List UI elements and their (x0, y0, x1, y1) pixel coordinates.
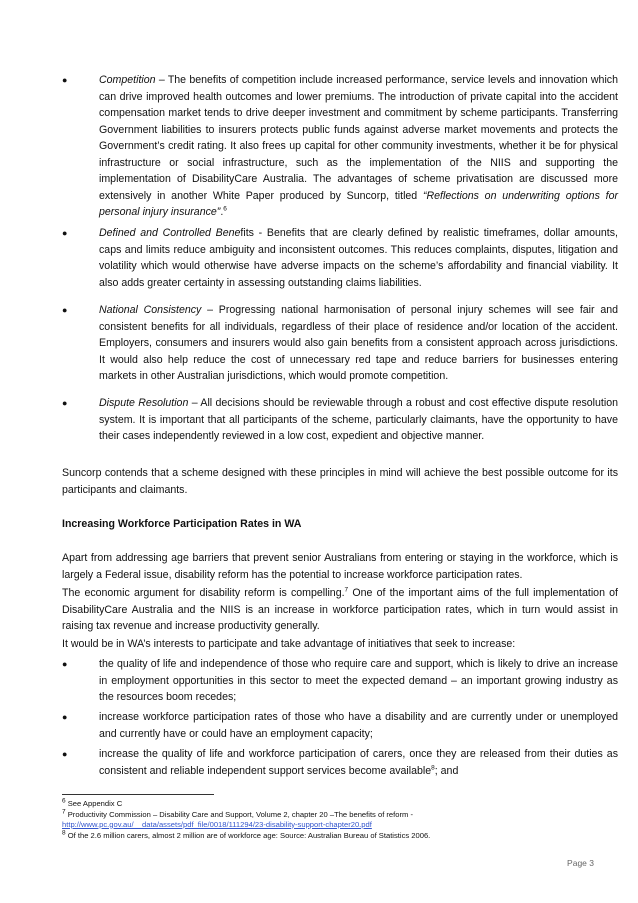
report-title: “Reflections on underwriting options for personal injury insurance” (99, 189, 618, 218)
bullet-text: Defined and Controlled Benefits - Benefits that are clearly defined by realistic timeframes, dollar amounts, caps and limits reduce ambiguity and inconsistent outcomes. This reduces complaints, disputes, litigation and volatility which would otherwise have adverse impacts on the scheme’s affordability and financial viability. It also adds greater certainty in assessing outstanding claims liabilities. (99, 227, 618, 289)
bullet-title: Dispute Resolution (99, 397, 189, 409)
bullet-title: Defined and Controlled Bene (99, 227, 241, 239)
bullet-dot: ● (62, 75, 68, 85)
paragraph-barriers: Apart from addressing age barriers that prevent senior Australians from entering or staying in the workforce, which is largely a Federal issue, disability reform has the potential to increase workforce participation rates. (62, 552, 618, 581)
bullet-text: increase workforce participation rates of those who have a disability and are currently under or unemployed and currently have or could have an employment capacity; (99, 711, 618, 740)
paragraph-interests: It would be in WA’s interests to participate and take advantage of initiatives that seek to increase: (62, 638, 516, 650)
footnote-link[interactable]: http://www.pc.gov.au/__data/assets/pdf_file/0018/111294/23-disability-support-chapter20.pdf (62, 819, 372, 829)
bullet-dot: ● (62, 305, 68, 315)
bullet-title: National Consistency (99, 304, 202, 316)
footnote-6: $^6$ See Appendix C (62, 797, 123, 808)
bullet-text: Dispute Resolution – All decisions should be reviewable through a robust and cost effective dispute resolution system. It is important that all participants of the scheme, particularly claimants, have the opportunity to have their cases independently reviewed in a low cost, expedient and objective manner. (99, 397, 618, 442)
bullet-dot: ● (62, 749, 68, 759)
bullet-text: increase the quality of life and workforce participation of carers, once they are released from their duties as consistent and reliable independent support services become available$^8$; and (99, 748, 618, 777)
footnote-8: $^8$ Of the 2.6 million carers, almost 2 million are of workforce age: Source: Australian Bureau of Statistics 2006. (62, 829, 431, 840)
bullet-dot: ● (62, 712, 68, 722)
section-heading: Increasing Workforce Participation Rates in WA (62, 518, 302, 530)
bullet-dot: ● (62, 228, 68, 238)
paragraph-suncorp: Suncorp contends that a scheme designed with these principles in mind will achieve the best possible outcome for its participants and claimants. (62, 467, 618, 496)
bullet-text: the quality of life and independence of those who require care and support, which is likely to drive an increase in employment opportunities in this sector to meet the expected demand – an important growing industry as the resources boom recedes; (99, 658, 618, 703)
footnote-7: $^7$ Productivity Commission – Disability Care and Support, Volume 2, chapter 20 –The benefits of reform - http://www.pc.gov.au/__data/assets/pdf_file/0018/111294/23-disability-support-chapter20.pdf (62, 808, 413, 829)
bullet-text: Competition – The benefits of competition include increased performance, service levels and innovation which can drive improved health outcomes and lower premiums. The introduction of private capital into the accident compensation market tends to drive deeper investment and commitment by scheme participants. Transferring Government liabilities to insurers protects public funds against adverse market movements and protects the Government’s credit rating. It also frees up capital for other community investments, whether it be for physical infrastructure or social infrastructure, such as the implementation of the NIIS and supporting the implementation of DisabilityCare Australia. The advantages of scheme privatisation are discussed more extensively in another White Paper produced by Suncorp, titled “Reflections on underwriting options for personal injury insurance”.$^6$ (99, 74, 618, 218)
bullet-text: National Consistency – Progressing national harmonisation of personal injury schemes will see fair and consistent benefits for all individuals, regardless of their place of residence and/or location of the accident. Employers, consumers and insurers would also gain benefits from a consistent approach across jurisdictions. It would also help reduce the cost of unnecessary red tape and reduce barriers for businesses entering markets in other Australian jurisdictions, which would promote competition. (99, 304, 618, 382)
paragraph-economic: The economic argument for disability reform is compelling.$^7$ One of the important aims of the full implementation of DisabilityCare Australia and the NIIS is an increase in workforce participation rates, which in turn would assist in raising tax revenue and increase productivity generally. (62, 586, 618, 632)
page-number: Page 3 (567, 858, 594, 868)
footnote-divider (62, 794, 214, 795)
bullet-dot: ● (62, 398, 68, 408)
footnote-ref[interactable]: 7 (344, 586, 349, 594)
footnote-ref[interactable]: 8 (431, 763, 435, 771)
footnote-ref[interactable]: 6 (223, 205, 227, 213)
bullet-dot: ● (62, 659, 68, 669)
bullet-title: Competition (99, 74, 156, 86)
